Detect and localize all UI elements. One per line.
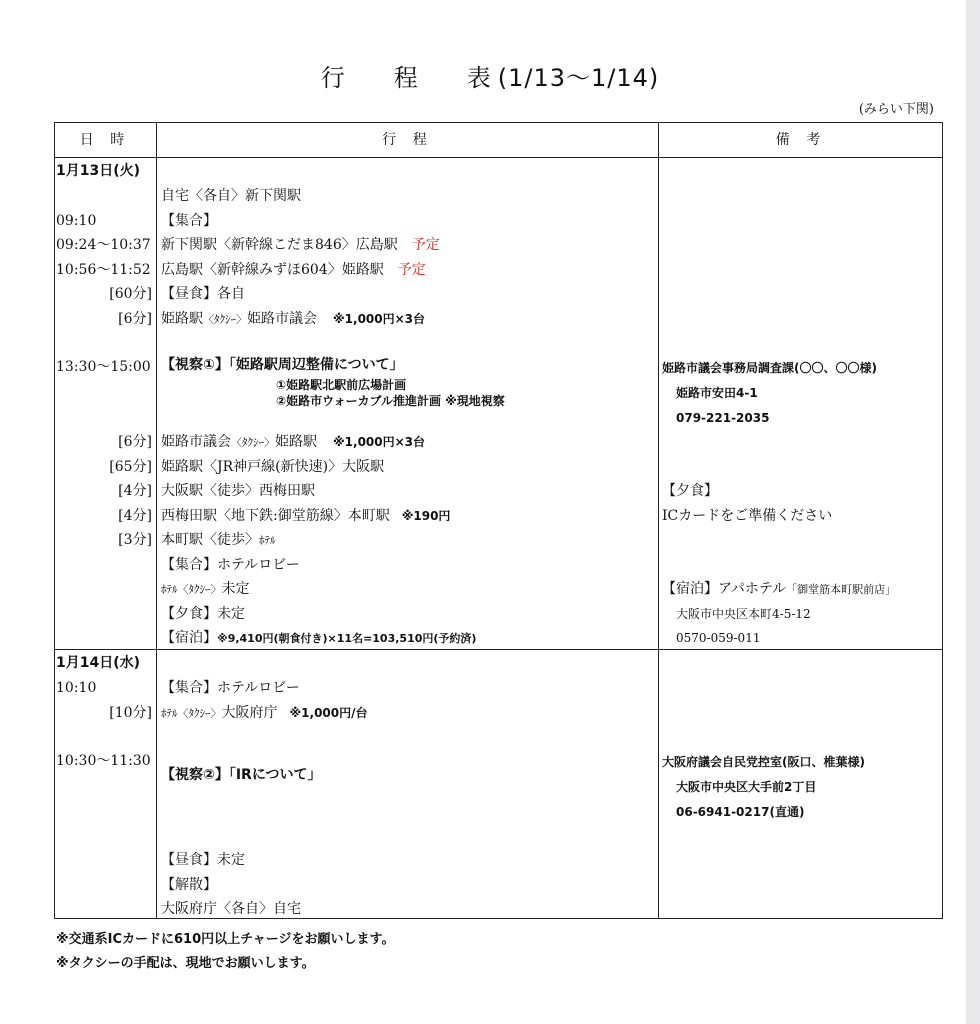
day1-item-walk-2	[161, 531, 276, 550]
planned-tag: 予定	[397, 262, 426, 278]
affiliation: (みらい下関)	[858, 102, 934, 117]
day1-item-subway	[161, 507, 450, 525]
route-to: 姫路市議会	[247, 311, 317, 327]
day2-item-meet: 【集合】ホテルロビー	[161, 680, 300, 696]
route-from: 姫路駅	[161, 311, 203, 327]
route-from: ﾎﾃﾙ	[161, 583, 178, 596]
fare-note: ※1,000円×3台	[333, 435, 426, 449]
header-notes: 備 考	[775, 132, 827, 148]
header-date: 日 時	[79, 132, 131, 148]
column-divider-2	[658, 122, 659, 919]
fare-note: ※190円	[401, 509, 451, 523]
footnote-ic-card: ※交通系ICカードに610円以上チャージをお願いします。	[56, 932, 395, 947]
route-text: 西梅田駅〈地下鉄:御堂筋線〉本町駅	[161, 508, 390, 524]
route-text: 新下関駅〈新幹線こだま846〉広島駅	[161, 237, 398, 253]
day2-time-inspection: 10:30〜11:30	[56, 753, 151, 769]
day1-dur-lunch: [60分]	[109, 286, 152, 302]
day1-note-inspection-addr: 姫路市安田4-1	[676, 386, 758, 400]
stay-detail: ※9,410円(朝食付き)×11名=103,510円(予約済)	[217, 632, 477, 645]
header-itinerary: 行 程	[382, 132, 433, 148]
day1-note-inspection-org: 姫路市議会事務局調査課(〇〇、〇〇様)	[662, 361, 877, 375]
day-divider	[54, 649, 943, 650]
day1-time-inspection-1: 13:30〜15:00	[56, 359, 151, 375]
fare-note: ※1,000円/台	[289, 706, 368, 720]
route-to: 未定	[221, 581, 250, 597]
day1-item-inspection-1: 【視察①】「姫路駅周辺整備について」	[161, 357, 404, 373]
day1-time-meet: 09:10	[56, 213, 97, 229]
day1-item-taxi-2	[161, 433, 425, 452]
day1-item-lunch: 【昼食】各自	[161, 286, 245, 302]
footnote-taxi: ※タクシーの手配は、現地でお願いします。	[56, 956, 315, 971]
day1-dur-taxi-1: [6分]	[118, 311, 152, 327]
day1-dur-jr: [65分]	[109, 459, 152, 475]
day1-item-shinkansen-2	[161, 261, 426, 279]
route-mode: 〈ﾀｸｼｰ〉	[231, 436, 275, 449]
day2-note-inspection-tel: 06-6941-0217(直通)	[676, 805, 805, 819]
route-from: ﾎﾃﾙ	[161, 707, 178, 720]
route-from: 姫路市議会	[161, 434, 231, 450]
day1-item-shinkansen-1	[161, 236, 440, 254]
page-edge	[966, 0, 980, 1024]
day2-dur-taxi: [10分]	[109, 705, 152, 721]
day1-note-hotel	[662, 580, 896, 599]
day1-item-jr: 姫路駅〈JR神戸線(新快速)〉大阪駅	[161, 459, 385, 475]
hotel-label: 【宿泊】アパホテル	[662, 581, 787, 597]
title-char-2: 程	[393, 64, 419, 92]
day1-dur-taxi-2: [6分]	[118, 434, 152, 450]
day1-item-walk-1: 大阪駅〈徒歩〉西梅田駅	[161, 483, 315, 499]
day1-item-stay	[161, 629, 476, 648]
day1-dur-walk-1: [4分]	[118, 483, 152, 499]
day1-note-dinner: 【夕食】	[662, 483, 718, 499]
route-to: ﾎﾃﾙ	[259, 534, 276, 547]
day1-date: 1月13日(火)	[56, 163, 141, 179]
fare-note: ※1,000円×3台	[333, 312, 426, 326]
day1-item-hotel-lobby: 【集合】ホテルロビー	[161, 557, 300, 573]
day1-item-taxi-1	[161, 310, 425, 329]
route-mode: 〈ﾀｸｼｰ〉	[203, 313, 247, 326]
day1-item-meet: 【集合】	[161, 213, 217, 229]
route-to: 大阪府庁	[221, 705, 278, 721]
day2-item-lunch: 【昼食】未定	[161, 852, 245, 868]
route-text: 本町駅〈徒歩〉	[161, 532, 259, 548]
route-mode: 〈ﾀｸｼｰ〉	[177, 583, 222, 596]
day2-item-inspection: 【視察②】「IRについて」	[161, 767, 322, 783]
day2-time-meet: 10:10	[56, 680, 97, 696]
planned-tag: 予定	[411, 237, 440, 253]
day2-date: 1月14日(水)	[56, 655, 141, 671]
day1-note-inspection-tel: 079-221-2035	[676, 411, 770, 425]
day1-item-home: 自宅〈各自〉新下関駅	[161, 188, 301, 204]
day2-note-inspection-org: 大阪府議会自民党控室(阪口、椎葉様)	[662, 755, 865, 769]
inspection-1-topic-2: ②姫路市ウォーカブル推進計画 ※現地視察	[276, 394, 505, 408]
page-title	[0, 58, 980, 93]
title-date-range: (1/13〜1/14)	[497, 64, 660, 92]
day2-item-dismiss: 【解散】	[161, 877, 217, 893]
stay-label: 【宿泊】	[161, 630, 217, 646]
day2-item-taxi	[161, 704, 368, 723]
route-to: 姫路駅	[275, 434, 317, 450]
day1-time-shinkansen-1: 09:24〜10:37	[56, 237, 151, 253]
inspection-1-topic-1: ①姫路駅北駅前広場計画	[276, 378, 407, 392]
hotel-name: 「御堂筋本町駅前店」	[786, 583, 897, 596]
day1-item-taxi-3	[161, 580, 250, 599]
day1-dur-walk-2: [3分]	[118, 532, 152, 548]
day1-dur-subway: [4分]	[118, 508, 152, 524]
title-char-1: 行	[320, 64, 346, 92]
day1-note-ic-card: ICカードをご準備ください	[662, 508, 833, 524]
day1-note-hotel-tel: 0570-059-011	[676, 631, 761, 645]
day1-item-dinner: 【夕食】未定	[161, 606, 245, 622]
day1-note-hotel-addr: 大阪市中央区本町4-5-12	[676, 607, 811, 621]
day2-note-inspection-addr: 大阪市中央区大手前2丁目	[676, 780, 817, 794]
day1-time-shinkansen-2: 10:56〜11:52	[56, 262, 151, 278]
route-text: 広島駅〈新幹線みずほ604〉姫路駅	[161, 262, 384, 278]
route-mode: 〈ﾀｸｼｰ〉	[177, 707, 222, 720]
day2-item-home: 大阪府庁〈各自〉自宅	[161, 901, 301, 917]
header-divider	[54, 157, 943, 158]
title-char-3: 表	[466, 64, 492, 92]
column-divider-1	[156, 122, 157, 919]
